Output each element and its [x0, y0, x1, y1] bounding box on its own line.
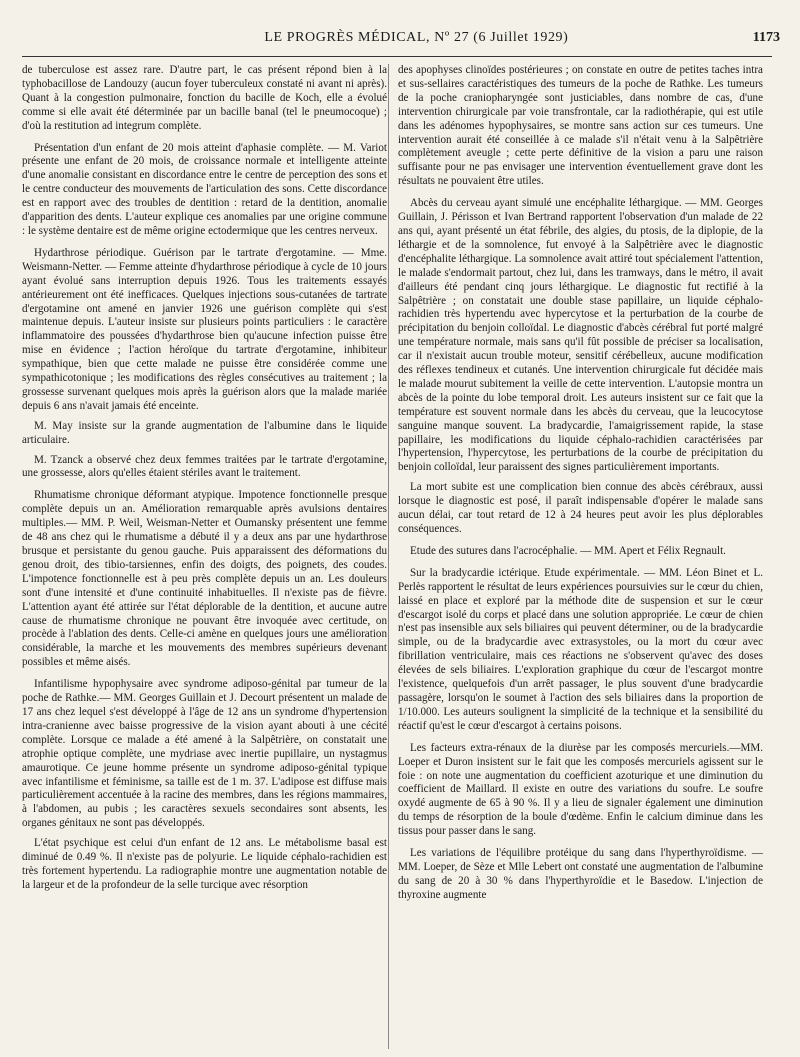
paragraph: M. Tzanck a observé chez deux femmes traitées par le tartrate d'ergotamine, une grossesse, alors qu'elles étaient stériles avant le traitement. [22, 453, 387, 480]
paragraph: Rhumatisme chronique déformant atypique. Impotence fonctionnelle presque complète depuis un an. Amélioration remarquable après avulsions dentaires multiples.— MM. P. Weil, Weisman-Netter et Oumansky présentent une femme de 48 ans chez qui le rhumatisme a débuté il y a deux ans par une hydarthrose brusque et persistante du genou gauche. Puis apparaissent des déformations du genou droit, des tibio-tarsiennes, enfin des doigts, des poignets, des coudes. L'impotence fonctionnelle est à peu près complète depuis un an. Les douleurs sont d'une intensité et d'une continuité inhabituelles. Il n'existe pas de fièvre. L'attention ayant été attirée sur l'état déplorable de la dentition, et aucune autre cause de rhumatisme chronique ne pouvant être invoquée avec certitude, on procède à l'ablation des dents. Celle-ci amène en quelques jours une amélioration considérable, la marche et les mouvements des membres supérieurs devenant possibles et même aisés. [22, 489, 387, 669]
paragraph: Présentation d'un enfant de 20 mois atteint d'aphasie complète. — M. Variot présente une enfant de 20 mois, de croissance normale et intelligente atteinte d'une anomalie consistant en discordance entre le centre de perception des sons et le centre conducteur des mouvements de l'articulation des sons. Cette discordance est en rapport avec des troubles de dentition : retard de la dentition, anomalie d'apparition des dents. L'auteur explique ces anomalies par une origine commune : le système dentaire est de même origine ectodermique que les centres nerveux. [22, 141, 387, 237]
paragraph: Etude des sutures dans l'acrocéphalie. — MM. Apert et Félix Regnault. [410, 544, 726, 557]
column-divider [388, 64, 389, 1049]
paragraph: Infantilisme hypophysaire avec syndrome adiposo-génital par tumeur de la poche de Rathke.— MM. Georges Guillain et J. Decourt présentent un malade de 17 ans chez lequel s'est développé à l'âge de 12 ans un syndrome d'hypertension intra-cranienne avec baisse progressive de la vision ayant abouti à une cécité complète. Lorsque ce malade a été amené à la Salpêtrière, on constatait une atrophie optique complète, une mydriase avec inertie pupillaire, un nystagmus amaurotique. Ce jeune homme présente un syndrome adiposo-génital typique avec infantilisme et féminisme, sa taille est de 1 m. 37. L'adipose est diffuse mais particulièrement accentuée à la racine des membres, dans les régions mammaires, à l'abdomen, au pubis ; les caractères sexuels secondaires sont absents, les organes génitaux ne sont pas développés. [22, 678, 387, 830]
page-number: 1173 [752, 30, 780, 45]
paragraph: Sur la bradycardie ictérique. Etude expérimentale. — MM. Léon Binet et L. Perlès rapportent le résultat de leurs expériences poursuivies sur le cœur du chien, laissé en place et exploré par la méthode dite de suspension et sur le cœur d'escargot isolé du corps et placé dans une solution appropriée. Le cœur de chien n'est pas insensible aux sels biliaires qui peuvent déterminer, ou de la bradycardie simple, ou de la bradycardie avec extrasystoles, ou la mort du cœur avec fibrillation ventriculaire, mais ces réactions ne s'observent qu'avec des doses élevées de sels biliaires. L'exploration graphique du cœur de l'escargot montre l'existence, quelquefois d'un arrêt passager, le plus souvent d'une bradycardie passagère, lorsqu'on le soumet à l'action des sels biliaires dans la proportion de 1/10.000. Les auteurs soulignent la simplicité de la technique et la sensibilité du réactif qu'est le cœur d'escargot à certains poisons. [398, 566, 763, 732]
paragraph: des apophyses clinoïdes postérieures ; on constate en outre de petites taches intra et sus-sellaires caractéristiques des tumeurs de la poche de Rathke. Les tumeurs de la poche craniopharyngée sont justiciables, dans nombre de cas, d'une intervention chirurgicale par voie transfrontale, car la radiothérapie, qui est utile dans les adénomes hypophysaires, se montre sans action sur ces tumeurs. Une intervention aurait été conseillée à ce malade s'il n'était venu à la Salpêtrière complètement aveugle ; cette perte définitive de la vision a paru une raison suffisante pour ne pas envisager une intervention éventuellement grave dont les résultats ne pouvaient être utiles. [398, 64, 763, 188]
right-column [398, 64, 763, 1049]
paragraph: M. May insiste sur la grande augmentation de l'albumine dans le liquide articulaire. [22, 419, 387, 446]
journal-title: LE PROGRÈS MÉDICAL, Nº 27 (6 Juillet 1929) [264, 30, 569, 45]
header-rule [22, 56, 772, 57]
left-column [22, 64, 387, 1049]
paragraph: Abcès du cerveau ayant simulé une encéphalite léthargique. — MM. Georges Guillain, J. Périsson et Ivan Bertrand rapportent l'observation d'un malade de 22 ans qui, ayant présenté un état fébrile, des algies, du ptosis, de la diplopie, de la léthargie et de la somnolence, fut envoyé à la Salpêtrière avec le diagnostic d'encéphalite léthargique. La somnolence avait attiré tout spécialement l'attention, le malade s'endormait partout, chez lui, dans les tramways, dans le métro, il avait d'ailleurs été pendant cinq jours léthargique. Le diagnostic fut rectifié à la Salpêtrière ; on constatait une double stase papillaire, un liquide céphalo-rachidien très hypertendu avec hypercytose et la perturbation de la courbe de précipitation du benjoin colloïdal. Le diagnostic d'abcès cérébral fut porté malgré une température normale, mais sans qu'il fût possible de préciser sa localisation, car il n'existait aucun trouble moteur, sensitif cérébelleux, aucune modification des réflexes tendineux et cutanés. Une intervention chirurgicale fut décidée mais le malade mourut subitement la veille de cette intervention. L'autopsie montra un abcès de la pointe du lobe temporal droit. Les auteurs insistent sur ce fait que la température est souvent normale dans les abcès du cerveau, que la leucocytose sanguine manque souvent. La bradycardie, l'amaigrissement rapide, la stase papillaire, les modifications du liquide céphalo-rachidien caractérisées par l'hypertension, l'hypercytose, les perturbations de la courbe de précipitation du benjoin colloïdal, leur paraissent des signes particulièrement importants. [398, 197, 763, 474]
paragraph: L'état psychique est celui d'un enfant de 12 ans. Le métabolisme basal est diminué de 0.49 %. Il n'existe pas de polyurie. Le liquide céphalo-rachidien est très fortement hypertendu. La radiographie montre une augmentation notable de la largeur et de la profondeur de la selle turcique avec résorption [22, 837, 387, 891]
paragraph: Hydarthrose périodique. Guérison par le tartrate d'ergotamine. — Mme. Weismann-Netter. — Femme atteinte d'hydarthrose périodique à cycle de 10 jours ayant évolué sans interruption depuis 1926. Tous les traitements essayés antérieurement ont été inefficaces. Quelques injections sous-cutanées de tartrate d'ergotamine ont amené en janvier 1926 une guérison complète qui s'est maintenue depuis. L'auteur insiste sur plusieurs points particuliers : le caractère inflammatoire des poussées d'hydarthrose bien qu'aucune infection puisse être mise en évidence ; l'action héroïque du tartrate d'ergotamine, inhibiteur sympathique, bien que cette malade ne puisse être considérée comme une sympathicotonique ; les modifications des règles consécutives au traitement ; la grossesse survenant quelques mois après la guérison alors que la malade mariée depuis 6 ans n'avait jamais été enceinte. [22, 246, 387, 412]
paragraph: de tuberculose est assez rare. D'autre part, le cas présent répond bien à la typhobacillose de Landouzy (aucun foyer tuberculeux constaté ni avant ni après). Quant à la congestion pulmonaire, fonction du bacille de Koch, elle a évolué comme si elle avait été déterminée par un bacille banal (tel le pneumocoque) ; d'où la restitution ad integrum complète. [22, 64, 387, 132]
paragraph: La mort subite est une complication bien connue des abcès cérébraux, aussi lorsque le diagnostic est posé, il paraît indispensable d'opérer le malade sans aucun délai, car tout retard de 12 à 24 heures peut avoir les plus déplorables conséquences. [398, 481, 763, 535]
running-header [20, 30, 780, 52]
paragraph: Les facteurs extra-rénaux de la diurèse par les composés mercuriels.—MM. Loeper et Duron insistent sur le fait que les composés mercuriels agissent sur le foie : on note une augmentation du coefficient azoturique et une diminution du coefficient de Maillard. Il existe en outre des variations du soufre. Le soufre oxydé augmente de 65 à 90 %. Il y a lieu de signaler également une diminution du temps de résorption de la boule d'œdème. Enfin le calcium diminue dans les tissus pour passer dans le sang. [398, 741, 763, 838]
paragraph: Les variations de l'équilibre protéique du sang dans l'hyperthyroïdisme. — MM. Loeper, de Sèze et Mlle Lebert ont constaté une augmentation de l'albumine du sang de 20 à 30 % dans l'hyperthyroïdie et le Basedow. L'injection de thyroxine augmente [398, 847, 763, 901]
